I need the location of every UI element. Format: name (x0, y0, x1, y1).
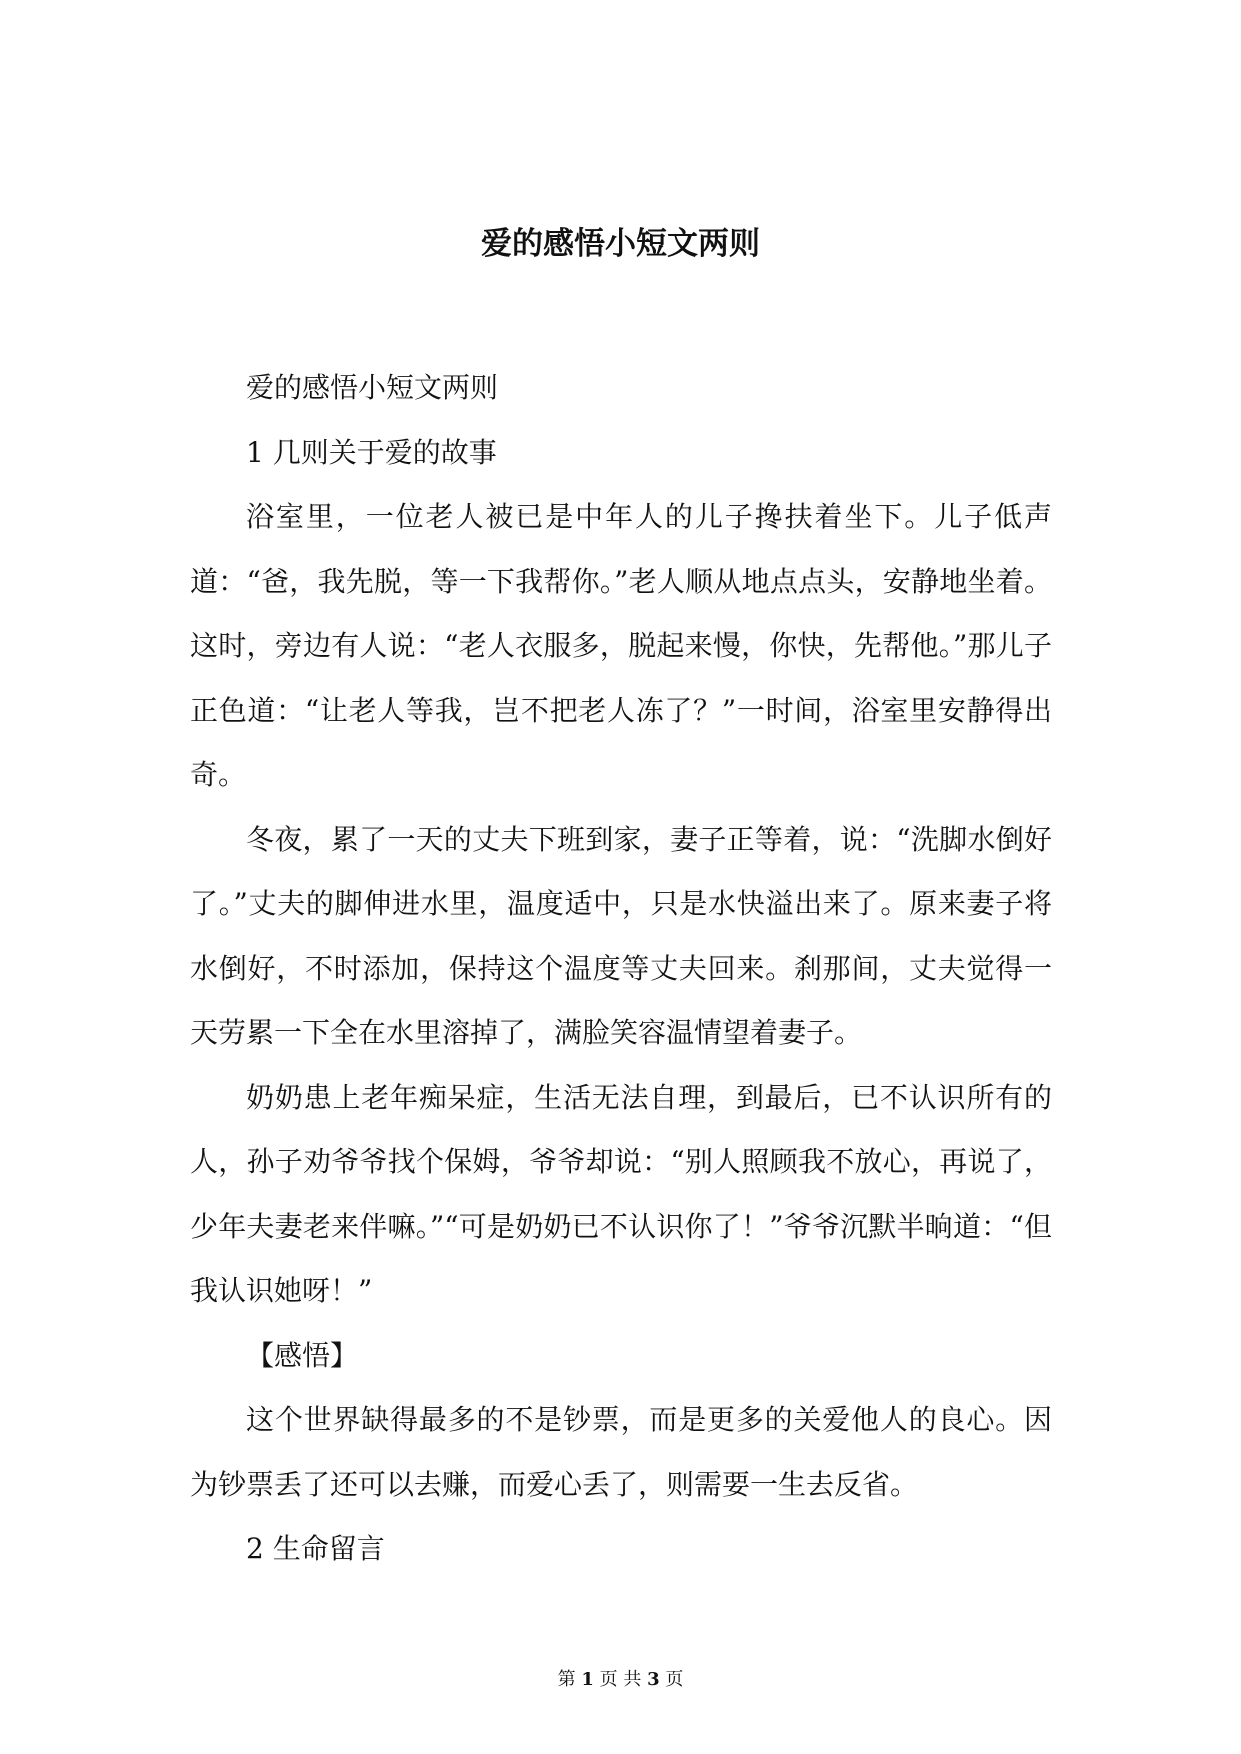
paragraph-section-1-heading: 1 几则关于爱的故事 (246, 435, 497, 469)
footer-prefix: 第 (557, 1669, 576, 1690)
paragraph-section-2-heading: 2 生命留言 (246, 1532, 385, 1565)
paragraph-reflection: 这个世界缺得最多的不是钞票，而是更多的关爱他人的良心。因为钞票丢了还可以去赚，而爱心丢了，则需要一生去反省。 (190, 1403, 1052, 1501)
footer-page-number: 1 (581, 1669, 594, 1690)
document-body (190, 356, 1052, 1582)
paragraph-story-footbath: 冬夜，累了一天的丈夫下班到家，妻子正等着，说：“洗脚水倒好了。”丈夫的脚伸进水里，温度适中，只是水快溢出来了。原来妻子将水倒好，不时添加，保持这个温度等丈夫回来。刹那间，丈夫觉得一天劳累一下全在水里溶掉了，满脸笑容温情望着妻子。 (190, 822, 1052, 1049)
footer-total-pages: 3 (647, 1669, 660, 1690)
footer-suffix: 页 (665, 1669, 684, 1690)
page-footer (0, 1668, 1241, 1692)
paragraph-story-grandparents: 奶奶患上老年痴呆症，生活无法自理，到最后，已不认识所有的人，孙子劝爷爷找个保姆，爷爷却说：“别人照顾我不放心，再说了，少年夫妻老来伴嘛。”“可是奶奶已不认识你了！”爷爷沉默半晌道：“但我认识她呀！” (190, 1080, 1052, 1307)
paragraph-subtitle: 爱的感悟小短文两则 (246, 371, 499, 404)
document-title: 爱的感悟小短文两则 (481, 226, 760, 262)
paragraph-reflection-label: 【感悟】 (246, 1338, 359, 1372)
footer-middle: 页 共 (599, 1669, 642, 1690)
paragraph-story-bathhouse: 浴室里，一位老人被已是中年人的儿子搀扶着坐下。儿子低声道：“爸，我先脱，等一下我帮你。”老人顺从地点点头，安静地坐着。这时，旁边有人说：“老人衣服多，脱起来慢，你快，先帮他。”那儿子正色道：“让老人等我，岂不把老人冻了？”一时间，浴室里安静得出奇。 (190, 500, 1052, 791)
